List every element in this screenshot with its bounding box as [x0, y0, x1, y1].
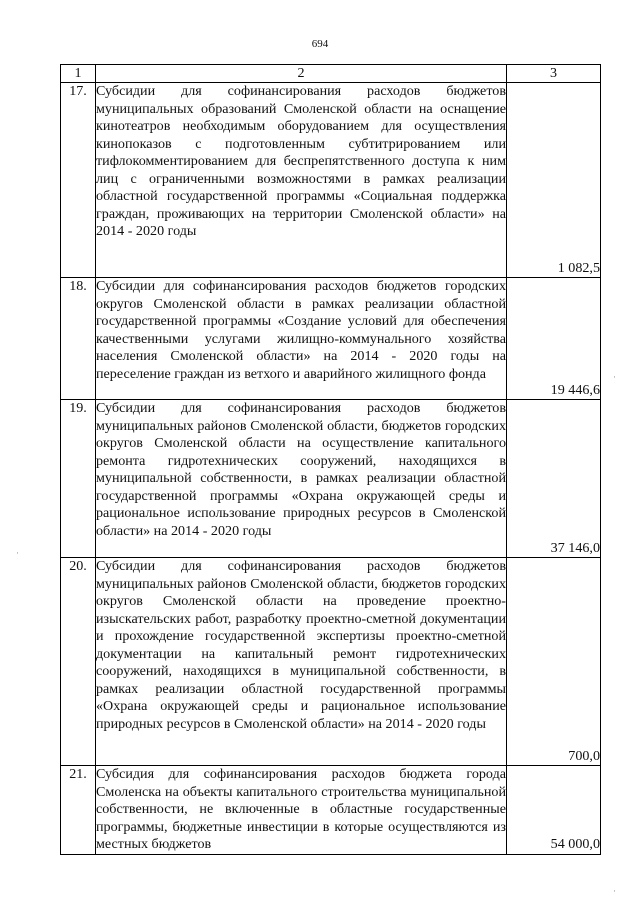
- header-col-1: 1: [61, 65, 96, 83]
- row-number: 19.: [61, 400, 96, 558]
- scan-speck: ·: [613, 372, 616, 382]
- header-col-3: 3: [507, 65, 601, 83]
- row-number: 21.: [61, 766, 96, 855]
- row-amount: 1 082,5: [507, 83, 601, 278]
- row-description: Субсидии для софинансирования расходов бюджетов муниципальных образований Смоленской области на оснащение кинотеатров необходимым оборудованием для осуществления кинопоказов с подготовленным субтитрированием или тифлокомментированием для беспрепятственного доступа к ним лиц с ограниченными возможностями в рамках реализации областной государственной программы «Социальная поддержка граждан, проживающих на территории Смоленской области» на 2014 - 2020 годы: [96, 83, 507, 278]
- table-row: [61, 558, 601, 766]
- row-description: Субсидии для софинансирования расходов бюджетов муниципальных районов Смоленской области, бюджетов городских округов Смоленской области на проведение проектно-изыскательских работ, разработку проектно-сметной документации и прохождение государственной экспертизы проектно-сметной документации на капитальный ремонт гидротехнических сооружений, находящихся в муниципальной собственности, в рамках реализации областной государственной программы «Охрана окружающей среды и рациональное использование природных ресурсов в Смоленской области» на 2014 - 2020 годы: [96, 558, 507, 766]
- row-description: Субсидия для софинансирования расходов бюджета города Смоленска на объекты капитального строительства муниципальной собственности, не включенные в областные государственные программы, бюджетные инвестиции в которые осуществляются из местных бюджетов: [96, 766, 506, 852]
- row-description: Субсидии для софинансирования расходов бюджетов городских округов Смоленской области в рамках реализации областной государственной программы «Создание условий для обеспечения качественными услугами жилищно-коммунального хозяйства населения Смоленской области» на 2014 - 2020 годы на переселение граждан из ветхого и аварийного жилищного фонда: [96, 278, 507, 400]
- table-row: [61, 83, 601, 278]
- row-number: 20.: [61, 558, 96, 766]
- table-header-row: [61, 65, 601, 83]
- row-amount: 700,0: [507, 558, 601, 766]
- row-description: Субсидии для софинансирования расходов бюджетов муниципальных районов Смоленской области, бюджетов городских округов Смоленской области на осуществление капитального ремонта гидротехнических сооружений, находящихся в муниципальной собственности, в рамках реализации областной государственной программы «Охрана окружающей среды и рациональное использование природных ресурсов в Смоленской области» на 2014 - 2020 годы: [96, 400, 507, 558]
- row-amount: 19 446,6: [507, 278, 601, 400]
- table-row: [61, 400, 601, 558]
- row-amount: 37 146,0: [507, 400, 601, 558]
- row-number: 18.: [61, 278, 96, 400]
- scan-speck: ·: [613, 886, 616, 896]
- table-row: [61, 766, 601, 855]
- row-amount: 54 000,0: [507, 766, 601, 855]
- budget-table: [60, 64, 601, 855]
- page-number: 694: [311, 38, 329, 50]
- table-row: [61, 278, 601, 400]
- header-col-2: 2: [96, 65, 507, 83]
- row-number: 17.: [61, 83, 96, 278]
- scan-speck: ·: [16, 548, 19, 558]
